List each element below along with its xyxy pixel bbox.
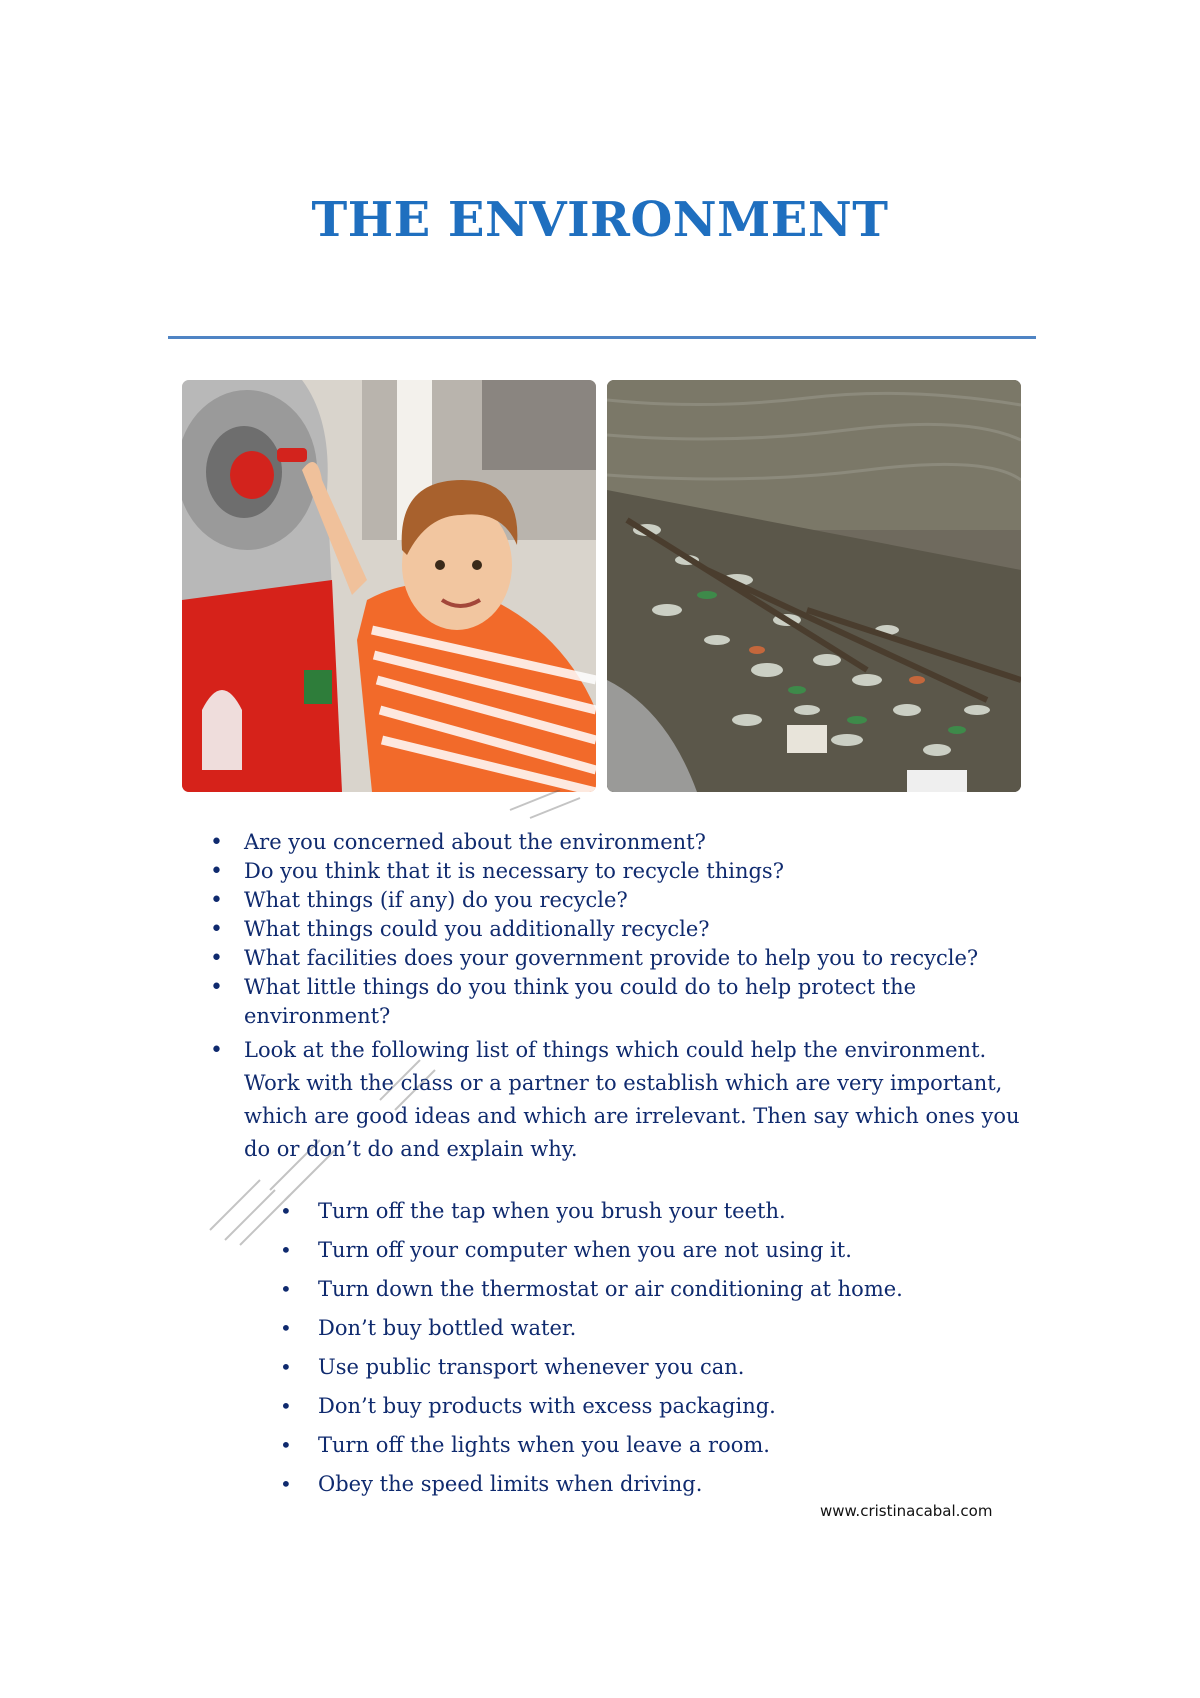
question-item: • What facilities does your government provide to help you to recycle? — [210, 944, 1040, 973]
discussion-questions — [210, 828, 1040, 1166]
footer-website: www.cristinacabal.com — [820, 1502, 993, 1520]
tip-item: • Obey the speed limits when driving. — [280, 1469, 1040, 1508]
tip-item: • Turn off the lights when you leave a room. — [280, 1430, 1040, 1469]
question-item: • What things could you additionally recycle? — [210, 915, 1040, 944]
question-item: • Are you concerned about the environment? — [210, 828, 1040, 857]
tip-item: • Don’t buy products with excess packaging. — [280, 1391, 1040, 1430]
tip-item: • Don’t buy bottled water. — [280, 1313, 1040, 1352]
tip-item: • Turn off your computer when you are not using it. — [280, 1235, 1040, 1274]
child-recycling-photo — [182, 380, 596, 792]
question-item: • What things (if any) do you recycle? — [210, 886, 1040, 915]
plastic-pollution-photo — [607, 380, 1021, 792]
tip-item: • Turn off the tap when you brush your teeth. — [280, 1196, 1040, 1235]
environment-tips-list — [280, 1196, 1040, 1508]
question-item: • Do you think that it is necessary to recycle things? — [210, 857, 1040, 886]
page-title: THE ENVIRONMENT — [311, 192, 889, 248]
tip-item: • Turn down the thermostat or air conditioning at home. — [280, 1274, 1040, 1313]
tip-item: • Use public transport whenever you can. — [280, 1352, 1040, 1391]
title-divider — [168, 336, 1036, 339]
question-item: • Look at the following list of things which could help the environment. Work with the class or a partner to establish which are very important, which are good ideas and which are irrelevant. Then say which ones you do or don’t do and explain why. — [210, 1034, 1040, 1166]
question-item: • What little things do you think you could do to help protect the environment? — [210, 973, 1040, 1031]
